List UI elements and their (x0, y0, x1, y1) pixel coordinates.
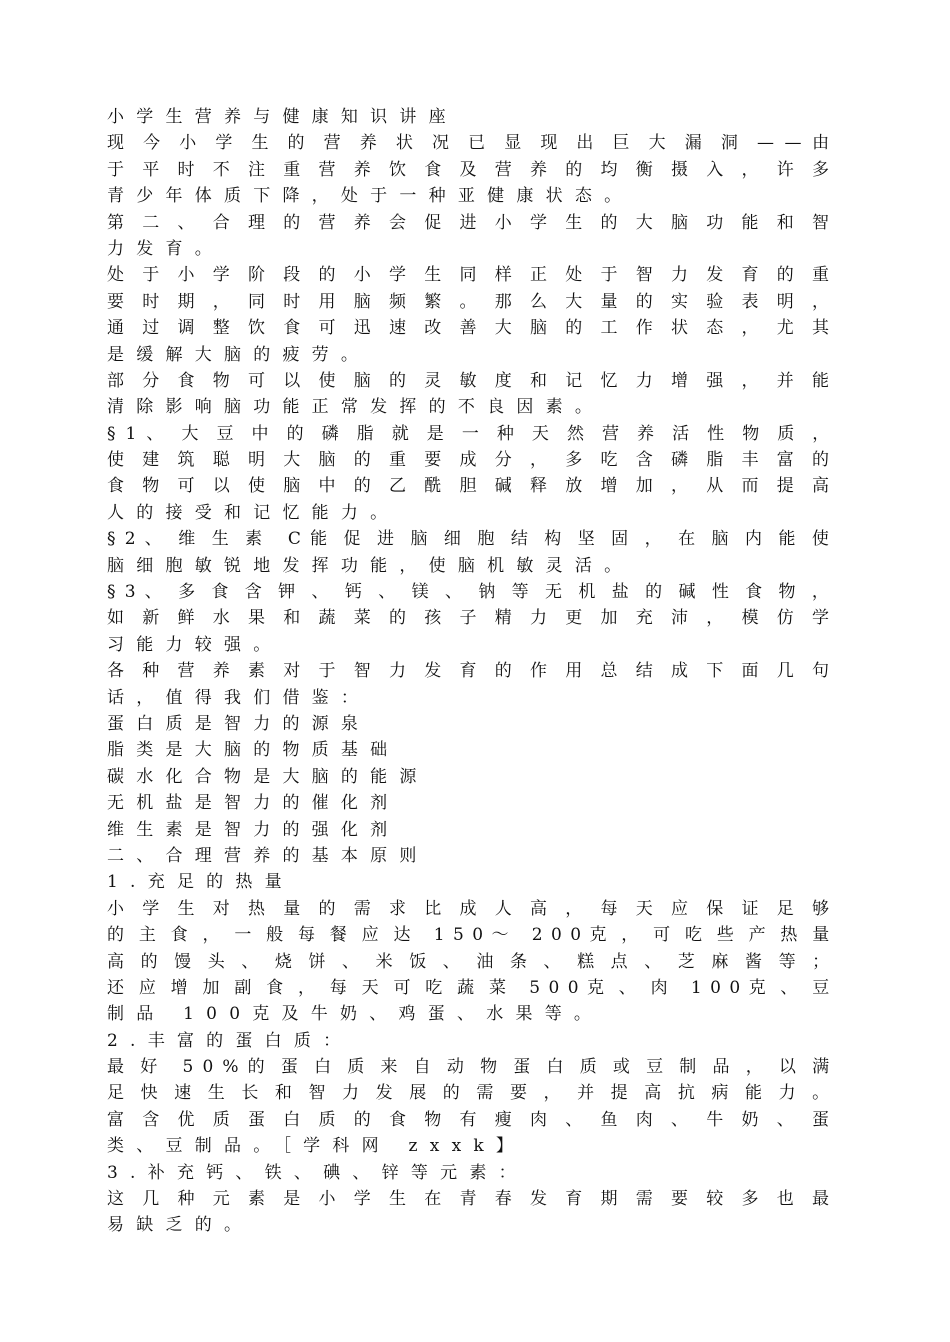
text-line: 2.丰富的蛋白质： (107, 1030, 353, 1051)
text-line: 如 新 鲜 水 果 和 蔬 菜 的 孩 子 精 力 更 加 充 沛 ， 模 仿 学 (107, 608, 829, 629)
text-line: 1.充足的热量 (107, 872, 294, 893)
text-line: 是缓解大脑的疲劳。 (107, 344, 371, 365)
text-line: 足 快 速 生 长 和 智 力 发 展 的 需 要 ， 并 提 高 抗 病 能 力 。 (107, 1083, 830, 1104)
text-line: 这 几 种 元 素 是 小 学 生 在 青 春 发 育 期 需 要 较 多 也 最 (107, 1189, 829, 1210)
text-line: 高 的 馒 头 、 烧 饼 、 米 饭 、 油 条 、 糕 点 、 芝 麻 酱 等 ； (107, 951, 830, 972)
text-line: 碳水化合物是大脑的能源 (107, 766, 429, 787)
text-line: 无机盐是智力的催化剂 (107, 793, 400, 814)
text-line: § 2 、 维 生 素 C 能 促 进 脑 细 胞 结 构 坚 固 ， 在 脑 内 能 使 (107, 529, 829, 550)
text-line: 部 分 食 物 可 以 使 脑 的 灵 敏 度 和 记 忆 力 增 强 ， 并 能 (107, 370, 829, 391)
text-line: 第 二 、 合 理 的 营 养 会 促 进 小 学 生 的 大 脑 功 能 和 智 (107, 212, 829, 233)
text-line: 现 今 小 学 生 的 营 养 状 况 已 显 现 出 巨 大 漏 洞 — — 由 (107, 133, 830, 154)
text-line: 处 于 小 学 阶 段 的 小 学 生 同 样 正 处 于 智 力 发 育 的 重 (107, 265, 829, 286)
text-line: 的 主 食 ， 一 般 每 餐 应 达 1 5 0 ～ 2 0 0 克 ， 可 吃 些 产 热 量 (107, 925, 830, 946)
text-line: 富 含 优 质 蛋 白 质 的 食 物 有 瘦 肉 、 鱼 肉 、 牛 奶 、 蛋 (107, 1109, 829, 1130)
text-line: 清除影响脑功能正常发挥的不良因素。 (107, 397, 605, 418)
text-line: 通 过 调 整 饮 食 可 迅 速 改 善 大 脑 的 工 作 状 态 ， 尤 其 (107, 318, 829, 339)
text-line: 各 种 营 养 素 对 于 智 力 发 育 的 作 用 总 结 成 下 面 几 句 (107, 661, 829, 682)
text-line: 食 物 可 以 使 脑 中 的 乙 酰 胆 碱 释 放 增 加 ， 从 而 提 高 (107, 476, 829, 497)
text-line: § 3 、 多 食 含 钾 、 钙 、 镁 、 钠 等 无 机 盐 的 碱 性 食 物 ， (107, 582, 829, 603)
text-line: 类、豆制品。［学科网 zxxk】 (107, 1136, 526, 1157)
text-line: 脂类是大脑的物质基础 (107, 740, 400, 761)
text-line: 小 学 生 对 热 量 的 需 求 比 成 人 高 ， 每 天 应 保 证 足 够 (107, 898, 829, 919)
text-line: 3.补充钙、铁、碘、锌等元素： (107, 1162, 528, 1183)
text-line: 小学生营养与健康知识讲座 (107, 107, 458, 127)
text-line: 脑细胞敏锐地发挥功能，使脑机敏灵活。 (107, 555, 634, 576)
text-line: 青少年体质下降，处于一种亚健康状态。 (107, 186, 634, 207)
text-line: § 1 、 大 豆 中 的 磷 脂 就 是 一 种 天 然 营 养 活 性 物 质 ， (107, 423, 830, 444)
text-line: 蛋白质是智力的源泉 (107, 713, 371, 734)
text-line: 话，值得我们借鉴： (107, 687, 371, 708)
text-line: 使 建 筑 聪 明 大 脑 的 重 要 成 分 ， 多 吃 含 磷 脂 丰 富 的 (107, 450, 829, 471)
text-line: 还 应 增 加 副 食 ， 每 天 可 吃 蔬 菜 5 0 0 克 、 肉 1 0 0 克 、 豆 (107, 977, 830, 998)
document-body (107, 104, 847, 1239)
text-line: 二、合理营养的基本原则 (107, 845, 429, 866)
text-line: 要 时 期 ， 同 时 用 脑 频 繁 。 那 么 大 量 的 实 验 表 明 ， (107, 291, 829, 312)
text-line: 最 好 5 0 % 的 蛋 白 质 来 自 动 物 蛋 白 质 或 豆 制 品 ， 以 满 (107, 1057, 830, 1078)
text-line: 人的接受和记忆能力。 (107, 502, 400, 523)
text-line: 力发育。 (107, 238, 224, 259)
text-line: 于 平 时 不 注 重 营 养 饮 食 及 营 养 的 均 衡 摄 入 ， 许 多 (107, 159, 829, 180)
text-line: 习能力较强。 (107, 634, 283, 655)
text-line: 制品 100克及牛奶、鸡蛋、水果等。 (107, 1004, 604, 1025)
text-line: 易缺乏的。 (107, 1215, 254, 1236)
text-line: 维生素是智力的强化剂 (107, 819, 400, 840)
